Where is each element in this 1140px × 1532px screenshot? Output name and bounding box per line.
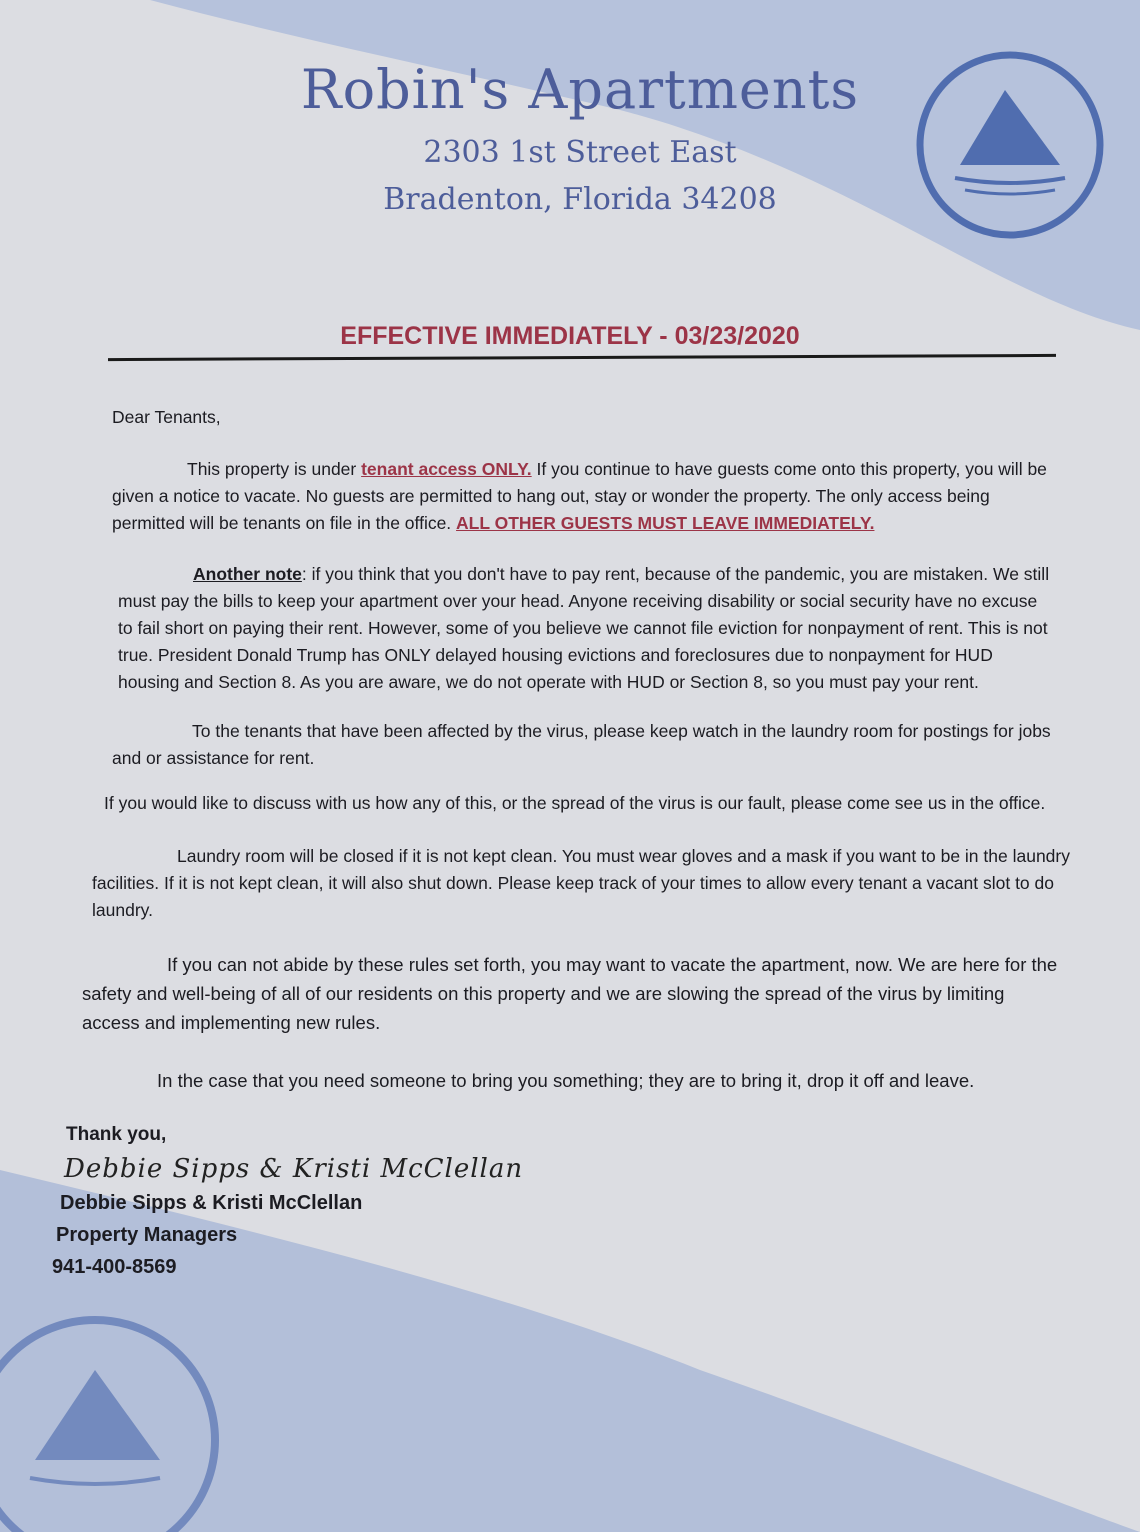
closing-block (52, 1119, 1072, 1283)
paragraph-discuss: If you would like to discuss with us how any of this, or the spread of the virus is our fault, please come see us in the office. (104, 793, 1046, 813)
emphasis-tenant-access: tenant access ONLY. (361, 459, 532, 479)
handwritten-signature: Debbie Sipps & Kristi McClellan (64, 1154, 524, 1184)
letterhead-name: Robin's Apartments (300, 58, 860, 121)
paragraph-affected: To the tenants that have been affected by the virus, please keep watch in the laundry room for postings for jobs and or assistance for rent. (112, 721, 1051, 768)
paragraph-delivery: In the case that you need someone to bring you something; they are to bring it, drop it off and leave. (157, 1070, 975, 1091)
letterhead-street: 2303 1st Street East (423, 135, 737, 170)
closing-title: Property Managers (56, 1224, 238, 1246)
another-note-label: Another note (193, 564, 302, 584)
headline: EFFECTIVE IMMEDIATELY - 03/23/2020 (340, 322, 800, 350)
closing-phone: 941-400-8569 (52, 1256, 177, 1278)
text: This property is under (187, 459, 362, 479)
salutation: Dear Tenants, (112, 407, 221, 427)
letter-body (52, 404, 1072, 1283)
text: : if you think that you don't have to pay rent, because of the pandemic, you are mistaken. We still must pay the bills to keep your apartment over your head. Anyone receiving disability or social security have no excuse to fail short on paying their rent. However, some of you believe we cannot file eviction for nonpayment of rent. This is not true. President Donald Trump has ONLY delayed housing evictions and foreclosures due to nonpayment for HUD housing and Section 8. As you are aware, we do not operate with HUD or Section 8, so you must pay your rent. (118, 564, 1050, 692)
paragraph-guests (112, 456, 1052, 537)
text: If you continue to have guests come onto this property, you will be given a notice to vacate. No guests are permitted to hang out, stay or wonder the property. The only access being permitted will be tenants on file in the office. (112, 459, 1047, 533)
paragraph-rules: If you can not abide by these rules set forth, you may want to vacate the apartment, now. We are here for the safety and well-being of all of our residents on this property and we are slowing the spread of the virus by limiting access and implementing new rules. (82, 954, 1058, 1033)
paragraph-laundry: Laundry room will be closed if it is not kept clean. You must wear gloves and a mask if you want to be in the laundry facilities. If it is not kept clean, it will also shut down. Please keep track of your times to allow every tenant a vacant slot to do laundry. (92, 846, 1070, 920)
closing-names: Debbie Sipps & Kristi McClellan (60, 1192, 363, 1214)
closing-thanks: Thank you, (66, 1124, 167, 1145)
paragraph-rent (118, 561, 1053, 696)
emphasis-guests-leave: ALL OTHER GUESTS MUST LEAVE IMMEDIATELY. (456, 513, 875, 533)
letterhead-city: Bradenton, Florida 34208 (383, 182, 777, 217)
